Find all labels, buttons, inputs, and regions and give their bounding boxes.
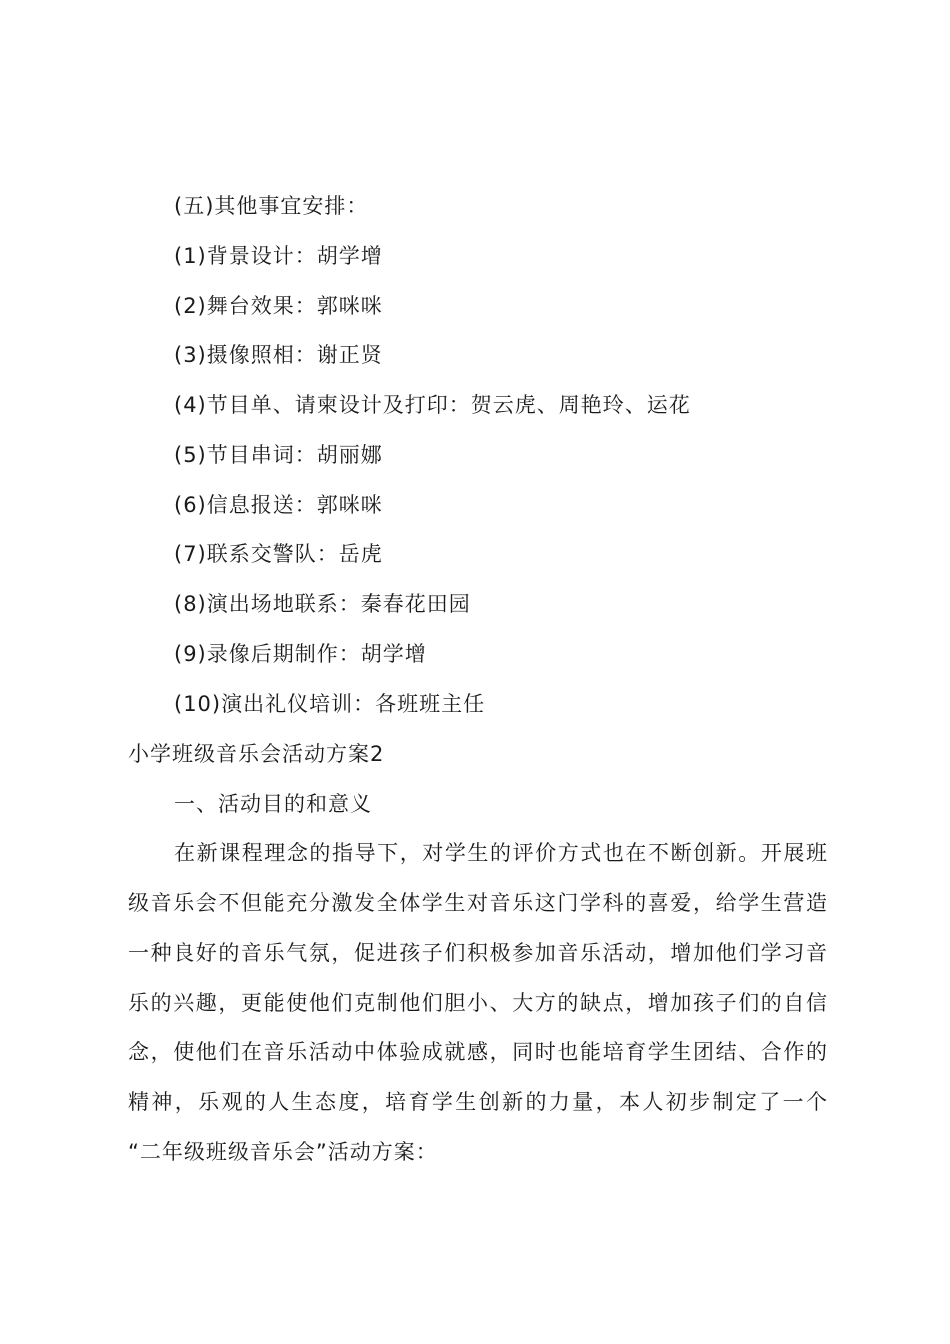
list-item: (6)信息报送：郭咪咪 xyxy=(174,493,383,517)
paragraph-line: 精神，乐观的人生态度，培育学生创新的力量，本人初步制定了一个 xyxy=(128,1090,828,1114)
section-heading: (五)其他事宜安排： xyxy=(174,194,369,218)
paragraph-line: 一种良好的音乐气氛，促进孩子们积极参加音乐活动，增加他们学习音 xyxy=(128,941,828,965)
list-item: (1)背景设计：胡学增 xyxy=(174,244,383,268)
list-item: (7)联系交警队：岳虎 xyxy=(174,542,383,566)
paragraph-line: 级音乐会不但能充分激发全体学生对音乐这门学科的喜爱，给学生营造 xyxy=(128,891,828,915)
document-title: 小学班级音乐会活动方案2 xyxy=(128,742,385,766)
subheading: 一、活动目的和意义 xyxy=(174,792,372,816)
list-item: (2)舞台效果：郭咪咪 xyxy=(174,294,383,318)
paragraph-line: “二年级班级音乐会”活动方案： xyxy=(128,1140,438,1164)
list-item: (3)摄像照相：谢正贤 xyxy=(174,343,383,367)
list-item: (4)节目单、请柬设计及打印：贺云虎、周艳玲、运花 xyxy=(174,393,691,417)
list-item: (10)演出礼仪培训：各班班主任 xyxy=(174,692,486,716)
paragraph-line: 在新课程理念的指导下，对学生的评价方式也在不断创新。开展班 xyxy=(174,841,828,865)
paragraph-line: 念，使他们在音乐活动中体验成就感，同时也能培育学生团结、合作的 xyxy=(128,1040,828,1064)
list-item: (8)演出场地联系：秦春花田园 xyxy=(174,592,471,616)
list-item: (9)录像后期制作：胡学增 xyxy=(174,642,427,666)
list-item: (5)节目串词：胡丽娜 xyxy=(174,443,383,467)
paragraph-line: 乐的兴趣，更能使他们克制他们胆小、大方的缺点，增加孩子们的自信 xyxy=(128,991,828,1015)
